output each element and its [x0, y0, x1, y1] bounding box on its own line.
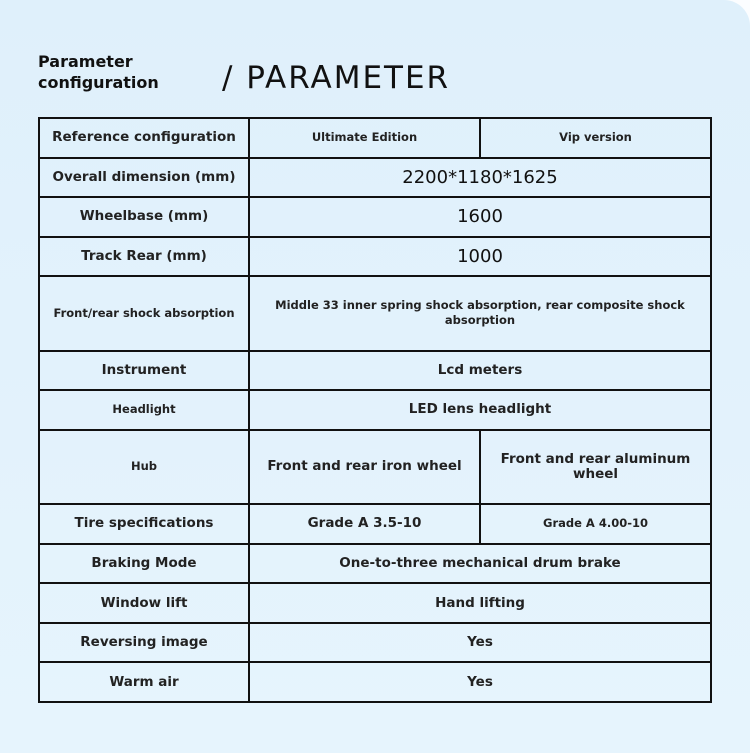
row-value: Middle 33 inner spring shock absorption, rear composite shock absorption: [249, 276, 711, 350]
row-label: Overall dimension (mm): [39, 158, 249, 198]
row-value: 2200*1180*1625: [249, 158, 711, 198]
table-row: [39, 351, 711, 391]
title-line-2: configuration: [38, 73, 159, 92]
row-value: Yes: [249, 662, 711, 702]
table-row: [39, 158, 711, 198]
row-value: LED lens headlight: [249, 390, 711, 430]
table-row: [39, 276, 711, 350]
row-label: Instrument: [39, 351, 249, 391]
table-row: [39, 583, 711, 623]
row-value: One-to-three mechanical drum brake: [249, 544, 711, 584]
row-label: Window lift: [39, 583, 249, 623]
row-value: Vip version: [480, 118, 711, 158]
table-row: [39, 623, 711, 663]
row-value: Front and rear iron wheel: [249, 430, 480, 504]
table-row: [39, 544, 711, 584]
row-value: Grade A 3.5-10: [249, 504, 480, 544]
row-value: 1000: [249, 237, 711, 277]
table-row: [39, 504, 711, 544]
table-row: [39, 662, 711, 702]
parameter-table: [38, 117, 712, 703]
row-label: Wheelbase (mm): [39, 197, 249, 237]
row-label: Track Rear (mm): [39, 237, 249, 277]
row-label: Warm air: [39, 662, 249, 702]
table-row: [39, 237, 711, 277]
row-label: Reference configuration: [39, 118, 249, 158]
row-value: Front and rear aluminum wheel: [480, 430, 711, 504]
row-value: Ultimate Edition: [249, 118, 480, 158]
title-line-1: Parameter: [38, 52, 133, 71]
row-value: Lcd meters: [249, 351, 711, 391]
row-label: Braking Mode: [39, 544, 249, 584]
section-title: [38, 51, 159, 93]
table-row: [39, 430, 711, 504]
row-label: Reversing image: [39, 623, 249, 663]
table-row: [39, 390, 711, 430]
row-label: Headlight: [39, 390, 249, 430]
row-label: Tire specifications: [39, 504, 249, 544]
table-row: [39, 118, 711, 158]
row-value: Yes: [249, 623, 711, 663]
row-value: 1600: [249, 197, 711, 237]
row-value: Hand lifting: [249, 583, 711, 623]
row-value: Grade A 4.00-10: [480, 504, 711, 544]
parameter-heading: / PARAMETER: [222, 60, 451, 96]
table-row: [39, 197, 711, 237]
row-label: Hub: [39, 430, 249, 504]
row-label: Front/rear shock absorption: [39, 276, 249, 350]
